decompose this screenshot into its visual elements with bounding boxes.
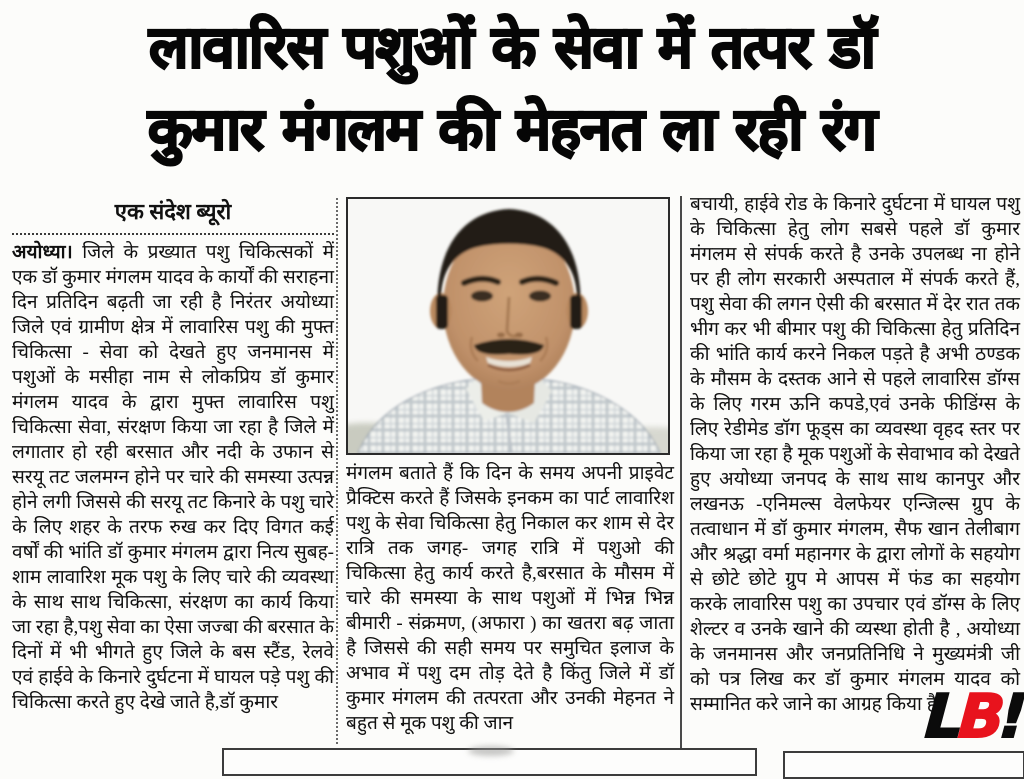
bottom-partial-box-right <box>783 751 1024 779</box>
column-divider-solid <box>680 196 682 752</box>
middle-column-paragraph: मंगलम बताते हैं कि दिन के समय अपनी प्राइवेट प्रैक्टिस करते हैं जिसके इनकम का पार्ट लावारिश पशु के सेवा चिकित्सा हेतु निकाल कर शाम से देर रात्रि तक जगह- जगह रात्रि में पशुओ की चिकित्सा हेतु कार्य करते है,बरसात के मौसम में चारे की समस्या के साथ पशुओं में भिन्न भिन्न बीमारी - संक्रमण, (अफारा ) का खतरा बढ़ जाता है जिससे की सही समय पर समुचित इलाज के अभाव में पशु दम तोड़ देते है किंतु जिले में डॉ कुमार मंगलम की तत्परता और उनकी मेहनत ने बहुत से मूक पशु की जान <box>346 463 674 734</box>
headline-line-1: लावारिस पशुओं के सेवा में तत्पर डॉ <box>149 13 875 81</box>
left-column-text: जिले के प्रख्यात पशु चिकित्सकों में एक डॉ कुमार मंगलम यादव के कार्यों की सराहना दिन प्रतिदिन बढ़ती जा रही है निरंतर अयोध्या जिले एवं ग्रामीण क्षेत्र में लावारिस पशु की मुफ्त चिकित्सा - सेवा को देखते हुए जनमानस में पशुओं के मसीहा नाम से लोकप्रिय डॉ कुमार मंगलम यादव के द्वारा मुफ्त लावारिस पशु चिकित्सा सेवा, संरक्षण किया जा रहा है जिले में लगातार हो रही बरसात और नदी के उफान से सरयू तट जलमग्न होने पर चारे की समस्या उत्पन्न होने लगी जिससे की सरयू तट किनारे के पशु चारे के लिए शहर के तरफ रुख कर दिए विगत कई वर्षों की भांति डॉ कुमार मंगलम द्वारा नित्य सुबह- शाम लावारिश मूक पशु के लिए चारे की व्यवस्था के साथ साथ चिकित्सा, संरक्षण का कार्य किया जा रहा है,पशु सेवा का ऐसा जज्बा की बरसात के दिनों में भी भीगते हुए जिले के बस स्टैंड, रेलवे एवं हाईवे के किनारे दुर्घटना में घायल पड़े पशु की चिकित्सा करते हुए देखे जाते है,डॉ कुमार <box>12 242 334 713</box>
lb-logo-letter-b: B <box>956 682 1003 752</box>
right-column-paragraph: बचायी, हाईवे रोड के किनारे दुर्घटना में घायल पशु के चिकित्सा हेतु लोग सबसे पहले डॉ कुमार मंगलम से संपर्क करते है उनके उपलब्ध ना होने पर ही लोग सरकारी अस्पताल में संपर्क करते हैं, पशु सेवा की लगन ऐसी की बरसात में देर रात तक भीग कर भी बीमार पशु की चिकित्सा हेतु प्रतिदिन की भांति कार्य करने निकल पड़ते है अभी ठण्डक के मौसम के दस्तक आने से पहले लावारिस डॉग्स के लिए गरम ऊनि कपडे,एवं उनके फीडिंग्स के लिए रेडीमेड डॉग फूड्स का व्यवस्था वृहद स्तर पर किया जा रहा है मूक पशुओं के सेवाभाव को देखते हुए अयोध्या जनपद के साथ साथ कानपुर और लखनऊ -एनिमल्स वेलफेयर एन्जिल्स ग्रुप के तत्वाधान में डॉ कुमार मंगलम, सैफ खान तेलीबाग और श्रद्धा वर्मा महानगर के द्वारा लोगों के सहयोग से छोटे छोटे ग्रुप मे आपस में फंड का सहयोग करके लावारिस पशु का उपचार एवं डॉग्स के लिए शेल्टर व उनके खाने की व्यस्था होती है , अयोध्या के जनमानस और जनप्रतिनिधि ने मुख्यमंत्री जी को पत्र लिख कर डॉ कुमार मंगलम यादव को सम्मानित करे जाने का आग्रह किया है। <box>690 194 1020 715</box>
right-column <box>690 192 1020 717</box>
lb-logo-exclamation: ! <box>997 682 1024 752</box>
lb-logo-letter-l: L <box>923 682 962 752</box>
column-divider-dotted <box>336 198 338 744</box>
left-column-paragraph <box>12 240 334 715</box>
middle-column <box>346 196 674 736</box>
portrait-photo <box>346 197 670 455</box>
portrait-photo-graphic <box>348 199 668 453</box>
lb-logo <box>882 682 1024 752</box>
headline-line-2: कुमार मंगलम की मेहनत ला रही रंग <box>147 95 877 163</box>
article-headline <box>0 6 1024 170</box>
left-column <box>12 196 334 715</box>
bottom-smudge-mark <box>468 746 514 756</box>
dateline-lead: अयोध्या। <box>12 242 73 263</box>
byline: एक संदेश ब्यूरो <box>12 196 334 235</box>
